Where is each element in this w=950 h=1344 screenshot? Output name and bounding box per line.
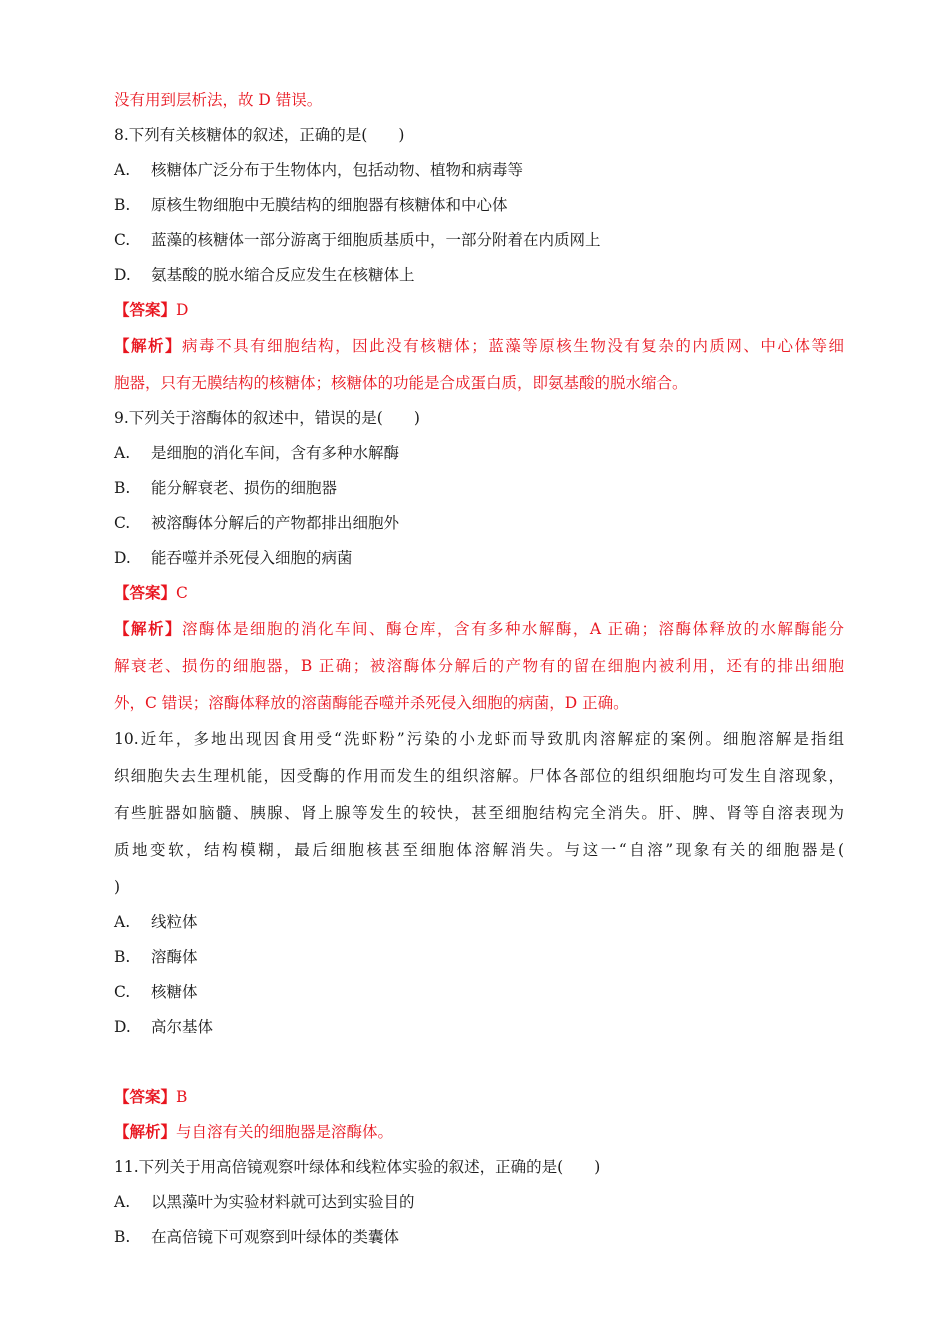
q8-explanation-line-2: 胞器，只有无膜结构的核糖体；核糖体的功能是合成蛋白质，即氨基酸的脱水缩合。 bbox=[114, 374, 688, 392]
explanation-text: 病毒不具有细胞结构，因此没有核糖体；蓝藻等原核生物没有复杂的内质网、中心体等细 bbox=[182, 337, 844, 355]
answer-tag: 【答案】 bbox=[114, 300, 177, 319]
q10-option-c bbox=[114, 982, 844, 1002]
option-letter: B. bbox=[114, 948, 131, 966]
option-letter: B. bbox=[114, 1228, 131, 1246]
q11-option-b bbox=[114, 1227, 844, 1247]
option-letter: C. bbox=[114, 983, 131, 1001]
option-text: 线粒体 bbox=[151, 913, 198, 931]
q8-option-b bbox=[114, 195, 844, 215]
option-letter: A. bbox=[114, 1193, 131, 1211]
option-letter: D. bbox=[114, 1018, 131, 1036]
q10-stem-line-4: 质地变软，结构模糊，最后细胞核甚至细胞体溶解消失。与这一“自溶”现象有关的细胞器是( bbox=[114, 841, 844, 859]
answer-tag: 【答案】 bbox=[114, 583, 177, 602]
option-letter: C. bbox=[114, 231, 131, 249]
answer-tag: 【答案】 bbox=[114, 1087, 177, 1106]
option-letter: D. bbox=[114, 549, 131, 567]
option-text: 被溶酶体分解后的产物都排出细胞外 bbox=[151, 514, 400, 532]
q10-stem-line-3: 有些脏器如脑髓、胰腺、肾上腺等发生的较快，甚至细胞结构完全消失。肝、脾、肾等自溶表现为 bbox=[114, 804, 844, 822]
prev-explanation-tail: 没有用到层析法，故 D 错误。 bbox=[114, 91, 323, 109]
q10-stem-line-5: ) bbox=[114, 878, 121, 896]
q9-explanation-line-3: 外，C 错误；溶酶体释放的溶菌酶能吞噬并杀死侵入细胞的病菌，D 正确。 bbox=[114, 694, 629, 712]
explanation-tag: 【解析】 bbox=[114, 1122, 177, 1141]
explanation-text: 与自溶有关的细胞器是溶酶体。 bbox=[176, 1123, 394, 1141]
q8-explanation-line-1 bbox=[114, 336, 844, 356]
option-text: 核糖体 bbox=[151, 983, 198, 1001]
answer-value: B bbox=[176, 1088, 188, 1106]
option-letter: A. bbox=[114, 444, 131, 462]
option-letter: C. bbox=[114, 514, 131, 532]
option-text: 蓝藻的核糖体一部分游离于细胞质基质中，一部分附着在内质网上 bbox=[151, 231, 601, 249]
q9-explanation-line-2: 解衰老、损伤的细胞器，B 正确；被溶酶体分解后的产物有的留在细胞内被利用，还有的排出细胞 bbox=[114, 657, 844, 675]
q8-stem: 8.下列有关核糖体的叙述，正确的是( ) bbox=[114, 126, 405, 144]
q11-option-a bbox=[114, 1192, 844, 1212]
q9-stem: 9.下列关于溶酶体的叙述中，错误的是( ) bbox=[114, 409, 420, 427]
option-text: 氨基酸的脱水缩合反应发生在核糖体上 bbox=[151, 266, 415, 284]
explanation-tag: 【解析】 bbox=[114, 619, 182, 638]
answer-value: D bbox=[176, 301, 189, 319]
q8-option-a bbox=[114, 160, 844, 180]
q9-option-c bbox=[114, 513, 844, 533]
q9-explanation-line-1 bbox=[114, 619, 844, 639]
q10-stem-line-1: 10.近年，多地出现因食用受“洗虾粉”污染的小龙虾而导致肌肉溶解症的案例。细胞溶解是指组 bbox=[114, 730, 844, 748]
q10-option-d bbox=[114, 1017, 844, 1037]
option-letter: D. bbox=[114, 266, 131, 284]
option-text: 核糖体广泛分布于生物体内，包括动物、植物和病毒等 bbox=[151, 161, 524, 179]
q11-stem: 11.下列关于用高倍镜观察叶绿体和线粒体实验的叙述，正确的是( ) bbox=[114, 1158, 601, 1176]
option-text: 溶酶体 bbox=[151, 948, 198, 966]
q9-option-b bbox=[114, 478, 844, 498]
option-text: 高尔基体 bbox=[151, 1018, 214, 1036]
option-letter: A. bbox=[114, 913, 131, 931]
q10-explanation-line-1 bbox=[114, 1122, 844, 1142]
option-text: 以黑藻叶为实验材料就可达到实验目的 bbox=[151, 1193, 415, 1211]
option-text: 在高倍镜下可观察到叶绿体的类囊体 bbox=[151, 1228, 400, 1246]
q9-option-a bbox=[114, 443, 844, 463]
option-text: 能吞噬并杀死侵入细胞的病菌 bbox=[151, 549, 353, 567]
option-text: 原核生物细胞中无膜结构的细胞器有核糖体和中心体 bbox=[151, 196, 508, 214]
option-letter: A. bbox=[114, 161, 131, 179]
q8-option-c bbox=[114, 230, 844, 250]
explanation-text: 溶酶体是细胞的消化车间、酶仓库，含有多种水解酶，A 正确；溶酶体释放的水解酶能分 bbox=[182, 620, 844, 638]
option-text: 是细胞的消化车间，含有多种水解酶 bbox=[151, 444, 400, 462]
answer-value: C bbox=[176, 584, 188, 602]
q8-answer bbox=[114, 300, 844, 320]
q10-answer bbox=[114, 1087, 844, 1107]
option-text: 能分解衰老、损伤的细胞器 bbox=[151, 479, 338, 497]
q9-option-d bbox=[114, 548, 844, 568]
q10-stem-line-2: 织细胞失去生理机能，因受酶的作用而发生的组织溶解。尸体各部位的组织细胞均可发生自溶现象， bbox=[114, 767, 844, 785]
q8-option-d bbox=[114, 265, 844, 285]
q10-option-a bbox=[114, 912, 844, 932]
q10-option-b bbox=[114, 947, 844, 967]
q9-answer bbox=[114, 583, 844, 603]
explanation-tag: 【解析】 bbox=[114, 336, 183, 355]
option-letter: B. bbox=[114, 479, 131, 497]
option-letter: B. bbox=[114, 196, 131, 214]
